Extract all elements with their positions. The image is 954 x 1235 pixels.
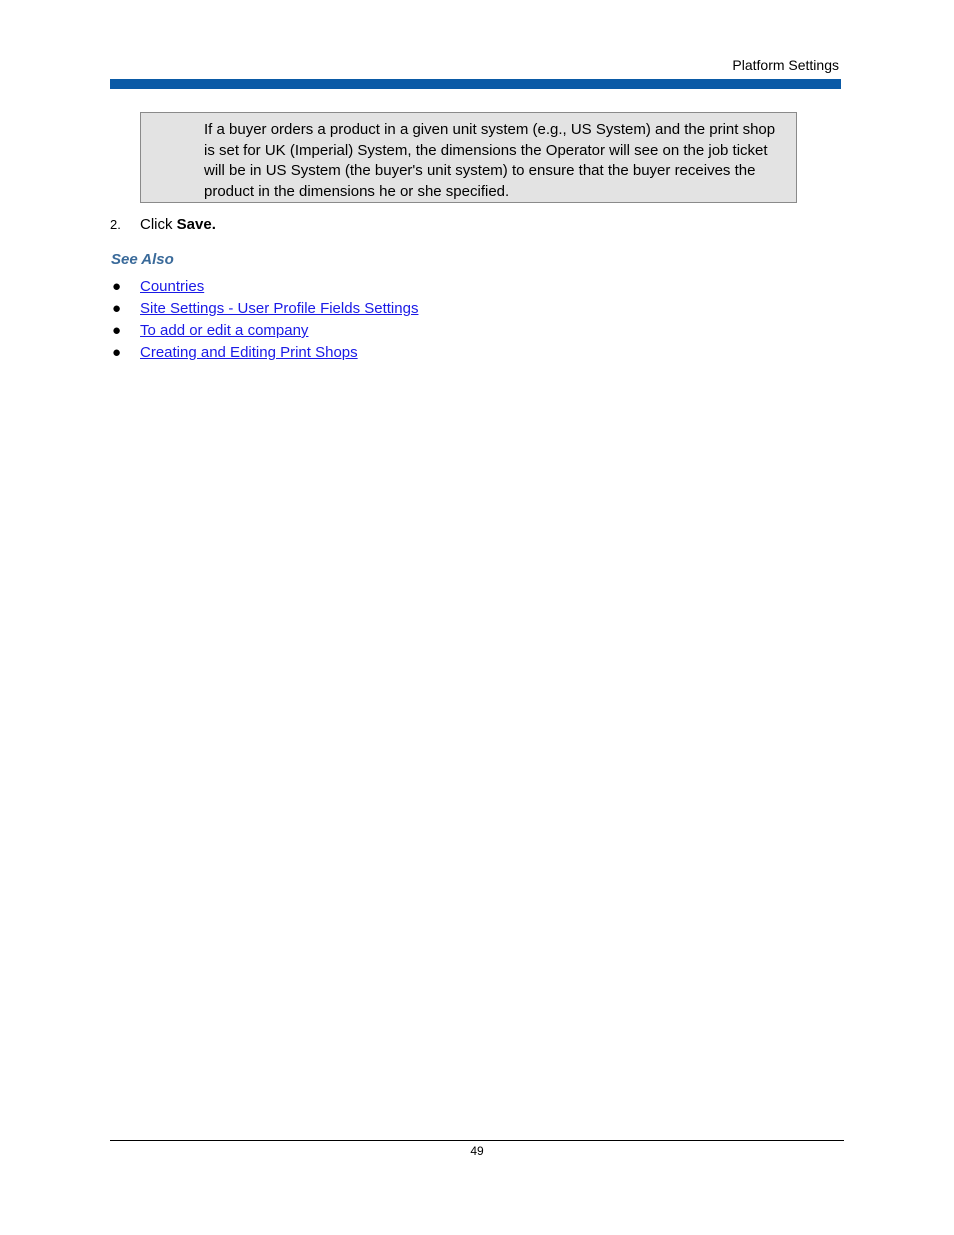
step-save-label: Save. bbox=[176, 216, 216, 233]
link-add-edit-company[interactable]: To add or edit a company bbox=[140, 322, 309, 339]
note-text: If a buyer orders a product in a given unit system (e.g., US System) and the print shop is set for UK (Imperial) System, the dimensions the Operator will see on the job ticket will be in US System (the buyer's unit system) to ensure that the buyer receives the product in the dimensions he or she specified. bbox=[204, 121, 776, 201]
bullet-icon: ● bbox=[112, 322, 122, 339]
page-header-title: Platform Settings bbox=[732, 57, 839, 73]
link-creating-editing-print-shops[interactable]: Creating and Editing Print Shops bbox=[140, 344, 358, 361]
step-text: Click bbox=[140, 216, 177, 233]
header-bar bbox=[110, 79, 841, 89]
see-also-heading: See Also bbox=[111, 251, 174, 268]
bullet-icon: ● bbox=[112, 300, 122, 317]
link-countries[interactable]: Countries bbox=[140, 278, 205, 295]
link-site-settings-user-profile[interactable]: Site Settings - User Profile Fields Settings bbox=[140, 300, 419, 317]
page-number: 49 bbox=[470, 1144, 484, 1158]
step-2 bbox=[110, 215, 216, 235]
bullet-icon: ● bbox=[112, 278, 122, 295]
footer-rule bbox=[110, 1140, 844, 1141]
bullet-icon: ● bbox=[112, 344, 122, 361]
note-box bbox=[140, 112, 797, 203]
step-number: 2. bbox=[110, 217, 121, 232]
